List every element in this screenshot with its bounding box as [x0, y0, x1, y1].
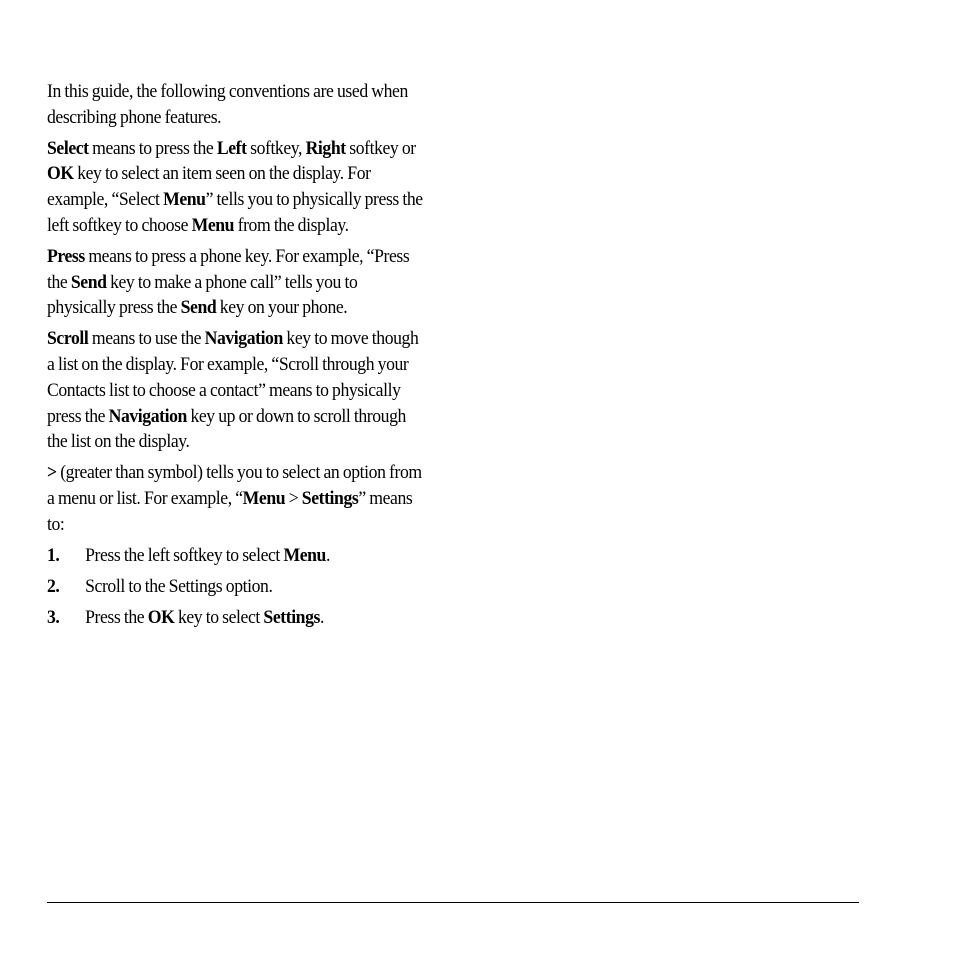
select-text-3: softkey or — [345, 137, 416, 159]
select-term: Select — [47, 137, 89, 159]
step-text: . — [319, 607, 324, 629]
press-text-1: means to press a phone key. For example, “Press the — [47, 245, 410, 293]
press-term: Press — [47, 245, 85, 267]
step-number: 1. — [47, 544, 60, 566]
step-text: Press the — [85, 607, 148, 629]
page-content — [47, 79, 426, 636]
menu-label: Menu — [163, 189, 206, 211]
send-key-label: Send — [180, 297, 217, 319]
menu-label: Menu — [242, 487, 286, 509]
greater-than-convention-paragraph — [47, 460, 426, 537]
menu-label: Menu — [191, 214, 235, 236]
press-convention-paragraph — [47, 244, 426, 321]
greater-than-symbol: > — [47, 462, 57, 484]
scroll-text-2: key to move though a list on the display. For example, “Scroll through your Contacts list to choose a contact” means to physically press the — [47, 328, 419, 427]
step-text: Press the left softkey to select — [85, 544, 284, 566]
greater-text-3: ” means to: — [47, 487, 413, 535]
menu-label: Menu — [283, 544, 326, 566]
right-key-label: Right — [305, 137, 346, 159]
settings-label: Settings — [301, 487, 359, 509]
step-text: Scroll to the Settings option. — [85, 575, 273, 597]
steps-list — [47, 543, 426, 631]
step-item — [47, 605, 426, 631]
select-text-4: key to select an item seen on the display. For example, “Select — [47, 163, 371, 211]
select-convention-paragraph — [47, 136, 426, 239]
greater-text-1: (greater than symbol) tells you to select an option from a menu or list. For example, “ — [47, 462, 422, 509]
step-item — [47, 543, 426, 569]
scroll-convention-paragraph — [47, 326, 426, 455]
step-number: 2. — [47, 575, 60, 597]
ok-key-label: OK — [47, 163, 74, 185]
intro-text: In this guide, the following conventions are used when describing phone features. — [47, 81, 408, 128]
step-text: . — [325, 544, 330, 566]
navigation-key-label: Navigation — [204, 328, 283, 350]
step-number: 3. — [47, 607, 60, 629]
select-text-1: means to press the — [88, 137, 217, 159]
press-text-3: key on your phone. — [216, 297, 348, 319]
select-text-6: from the display. — [234, 214, 349, 236]
scroll-text-1: means to use the — [88, 328, 205, 350]
select-text-2: softkey, — [246, 137, 306, 159]
send-key-label: Send — [70, 271, 107, 293]
scroll-term: Scroll — [47, 328, 89, 350]
settings-label: Settings — [263, 607, 320, 629]
ok-key-label: OK — [147, 607, 175, 629]
greater-text-2: > — [285, 487, 302, 509]
navigation-key-label: Navigation — [108, 405, 187, 427]
intro-paragraph — [47, 79, 426, 131]
press-text-2: key to make a phone call” tells you to physically press the — [47, 271, 358, 319]
select-text-5: ” tells you to physically press the left softkey to choose — [47, 189, 423, 236]
step-text: key to select — [174, 607, 264, 629]
scroll-text-3: key up or down to scroll through the list on the display. — [47, 405, 406, 453]
step-item — [47, 574, 426, 600]
footer-divider — [47, 902, 859, 903]
left-key-label: Left — [216, 137, 247, 159]
